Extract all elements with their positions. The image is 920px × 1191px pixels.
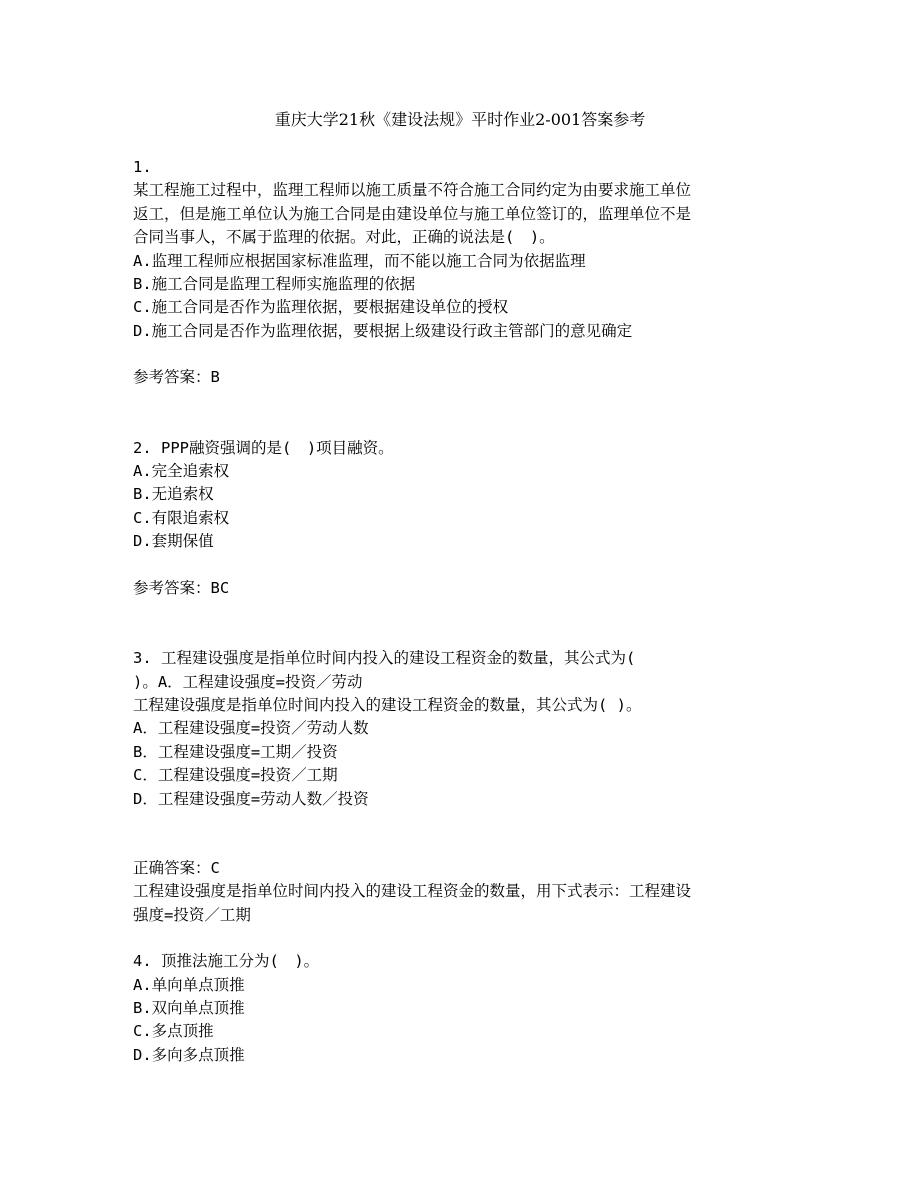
explanation-line: 工程建设强度是指单位时间内投入的建设工程资金的数量，用下式表示：工程建设	[133, 882, 692, 901]
option-a: A.单向单点顶推	[133, 975, 245, 994]
answer-line: 参考答案：BC	[133, 578, 230, 597]
question-stem-line: 返工，但是施工单位认为施工合同是由建设单位与施工单位签订的，监理单位不是	[133, 204, 692, 223]
option-d: D．工程建设强度=劳动人数／投资	[133, 789, 369, 808]
question-stem-line: 4. 顶推法施工分为( )。	[133, 952, 320, 971]
answer-line: 正确答案：C	[133, 858, 220, 877]
question-4	[133, 950, 793, 1067]
option-d: D.施工合同是否作为监理依据，要根据上级建设行政主管部门的意见确定	[133, 321, 633, 340]
option-c: C.施工合同是否作为监理依据，要根据建设单位的授权	[133, 298, 509, 317]
question-stem-line: 2. PPP融资强调的是( )项目融资。	[133, 438, 394, 457]
option-a: A．工程建设强度=投资／劳动人数	[133, 719, 369, 738]
question-stem-line: 合同当事人，不属于监理的依据。对此，正确的说法是( )。	[133, 228, 555, 247]
option-b: B.无追索权	[133, 485, 214, 504]
question-2	[133, 437, 793, 600]
option-a: A.监理工程师应根据国家标准监理，而不能以施工合同为依据监理	[133, 251, 586, 270]
question-3	[133, 647, 793, 927]
option-c: C.有限追索权	[133, 508, 230, 527]
option-a: A.完全追索权	[133, 462, 230, 481]
option-d: D.套期保值	[133, 532, 214, 551]
question-1	[133, 156, 793, 390]
option-d: D.多向多点顶推	[133, 1045, 245, 1064]
question-stem-line: )。A．工程建设强度=投资／劳动	[133, 672, 363, 691]
option-b: B．工程建设强度=工期／投资	[133, 742, 338, 761]
option-c: C.多点顶推	[133, 1022, 214, 1041]
question-stem-line: 某工程施工过程中，监理工程师以施工质量不符合施工合同约定为由要求施工单位	[133, 181, 692, 200]
answer-line: 参考答案：B	[133, 368, 220, 387]
question-stem-line: 工程建设强度是指单位时间内投入的建设工程资金的数量，其公式为( )。	[133, 695, 642, 714]
option-b: B.双向单点顶推	[133, 998, 245, 1017]
document-body	[133, 156, 793, 1067]
question-number: 1.	[133, 158, 152, 176]
document-title: 重庆大学21秋《建设法规》平时作业2-001答案参考	[274, 110, 646, 129]
option-c: C．工程建设强度=投资／工期	[133, 766, 338, 785]
explanation-line: 强度=投资／工期	[133, 905, 251, 924]
option-b: B.施工合同是监理工程师实施监理的依据	[133, 275, 416, 294]
question-stem-line: 3. 工程建设强度是指单位时间内投入的建设工程资金的数量，其公式为(	[133, 649, 636, 668]
